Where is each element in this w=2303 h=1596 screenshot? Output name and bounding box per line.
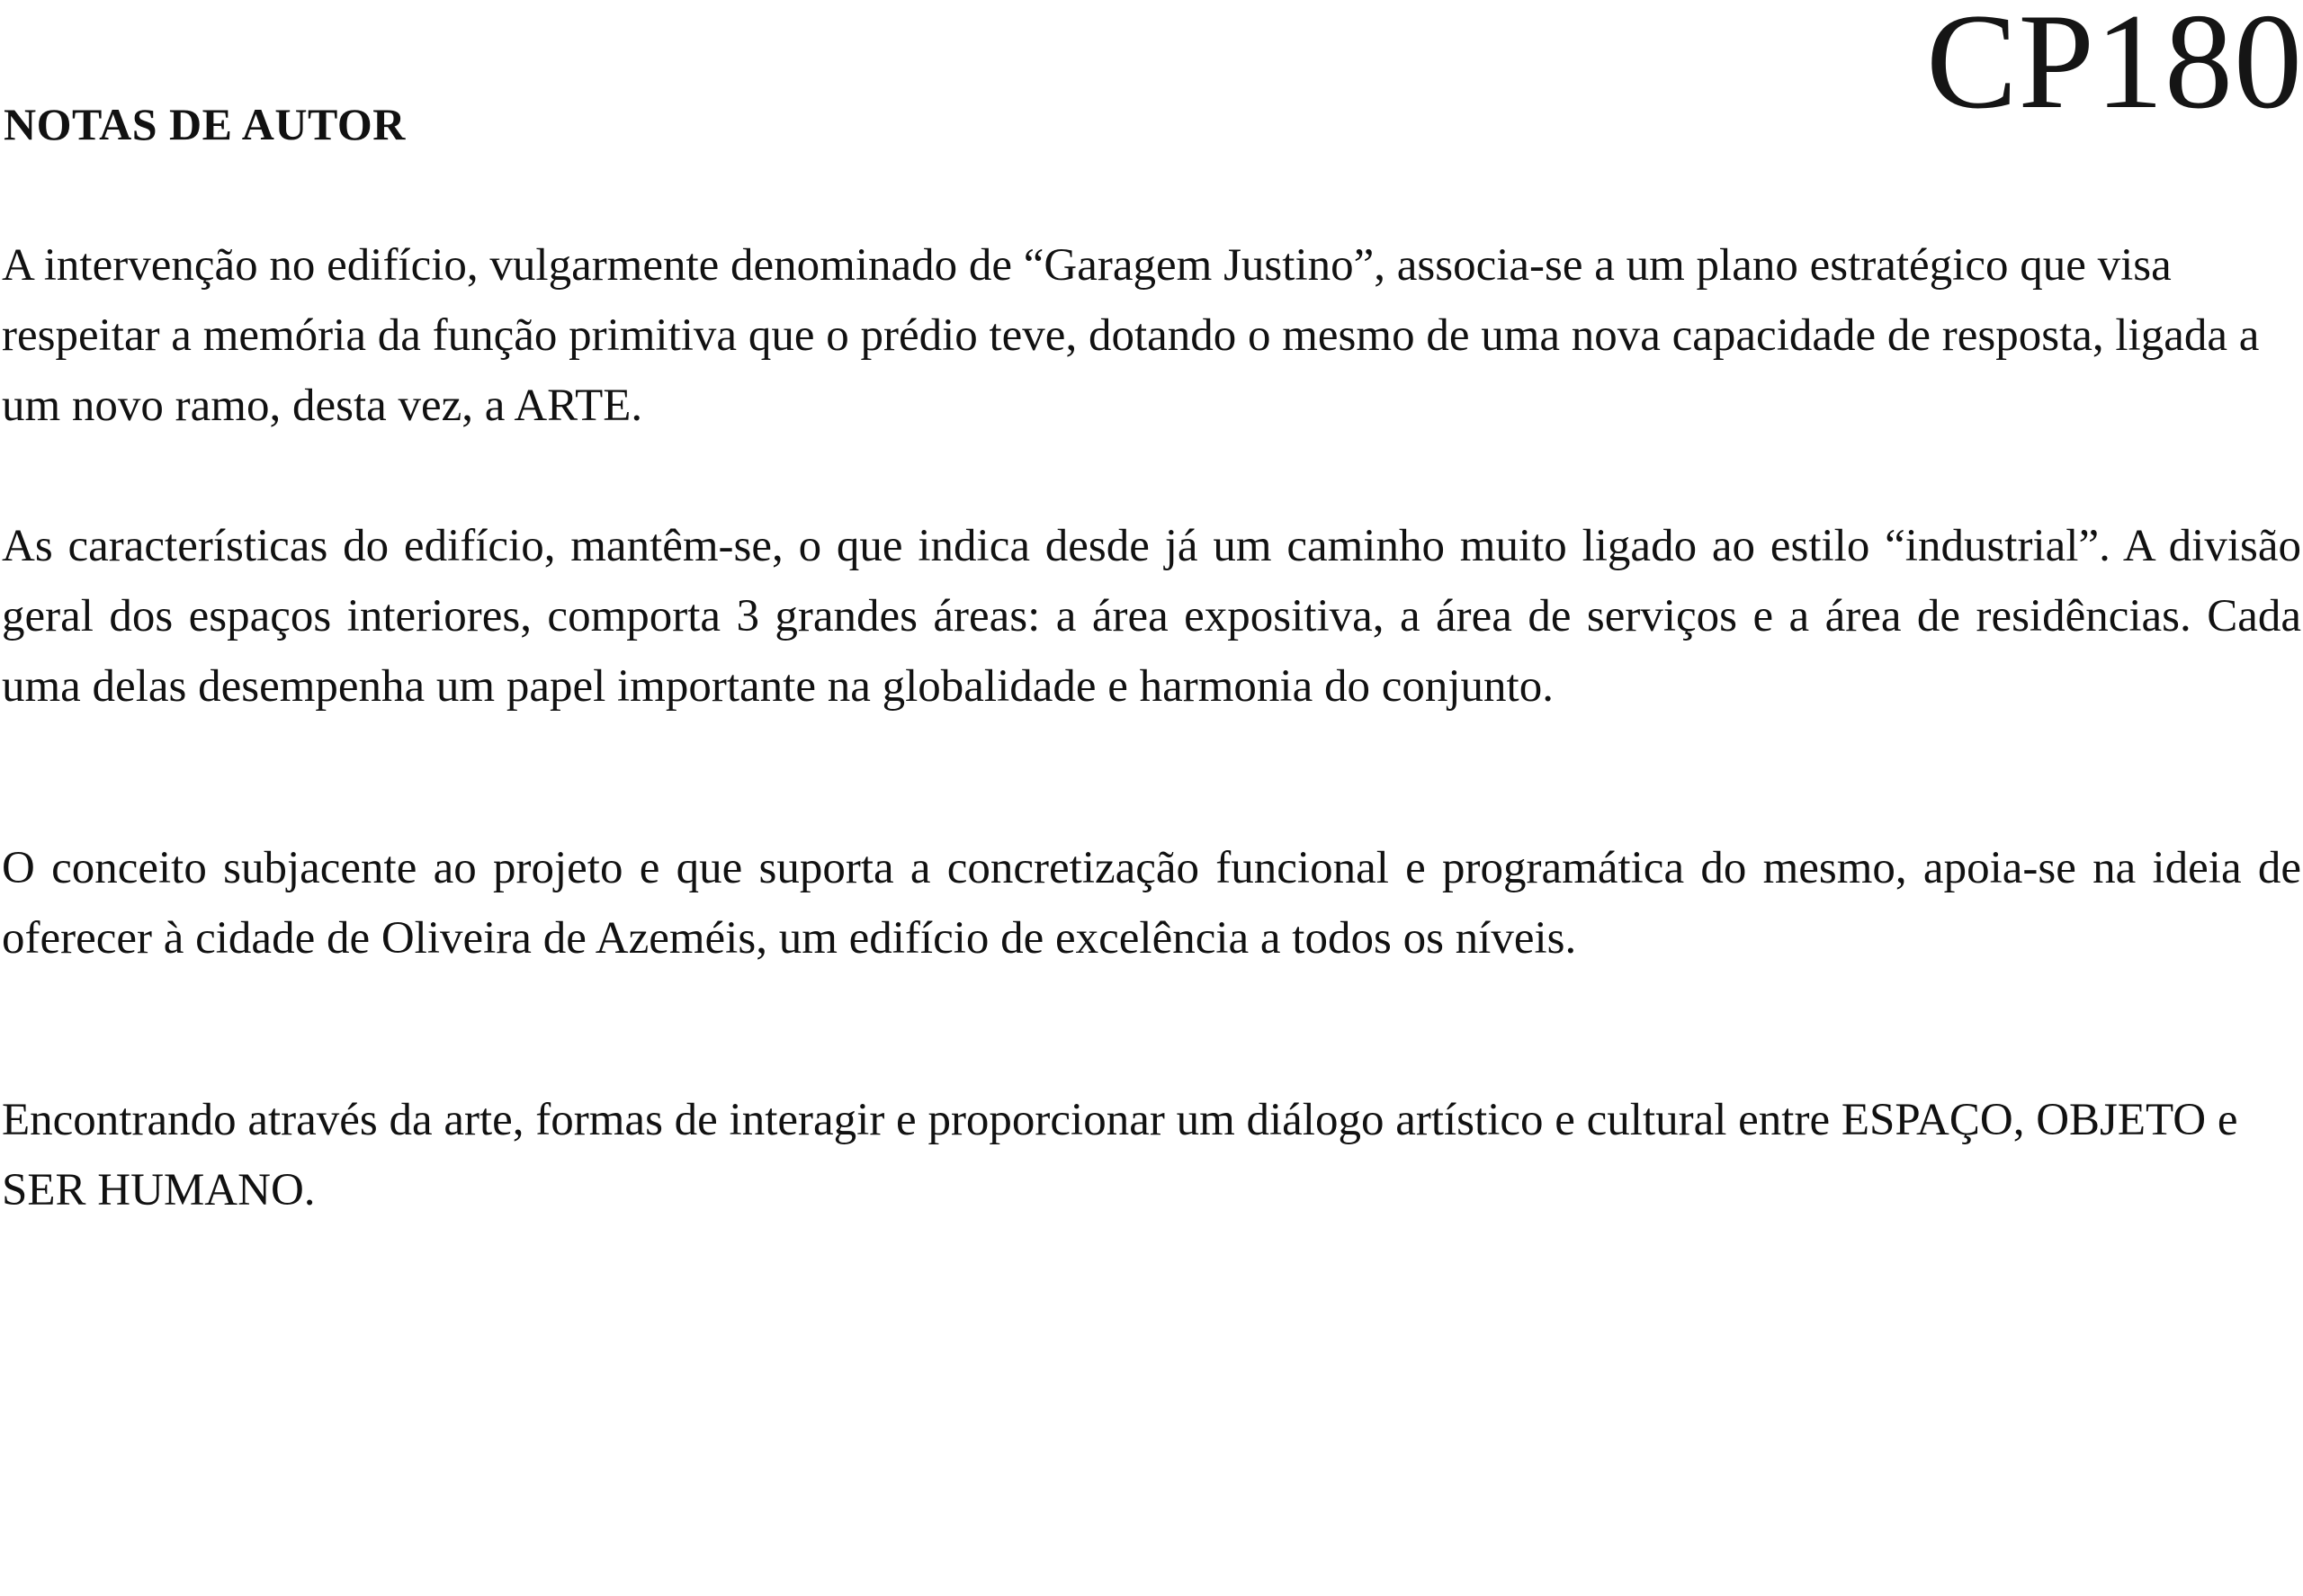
paragraph-characteristics: As características do edifício, mantêm-se, o que indica desde já um caminho muito ligado ao estilo “industrial”. A divisão geral dos espaços interiores, comporta 3 grandes áreas: a área expositiva, a área de serviços e a área de residências. Cada uma delas desempenha um papel importante na globalidade e harmonia do conjunto. xyxy=(2,521,2301,712)
section-heading: NOTAS DE AUTOR xyxy=(4,99,406,149)
paragraph-intervention: A intervenção no edifício, vulgarmente denominado de “Garagem Justino”, associa-se a um plano estratégico que visa respeitar a memória da função primitiva que o prédio teve, dotando o mesmo de uma nova capacidade de resposta, ligada a um novo ramo, desta vez, a ARTE. xyxy=(2,240,2260,431)
paragraph-concept: O conceito subjacente ao projeto e que suporta a concretização funcional e programática do mesmo, apoia-se na ideia de oferecer à cidade de Oliveira de Azeméis, um edifício de excelência a todos os níveis. xyxy=(2,843,2301,964)
paragraph-closing: Encontrando através da arte, formas de interagir e proporcionar um diálogo artístico e cultural entre ESPAÇO, OBJETO e SER HUMANO. xyxy=(2,1095,2238,1215)
cp180-logo: CP180 xyxy=(1926,0,2303,137)
